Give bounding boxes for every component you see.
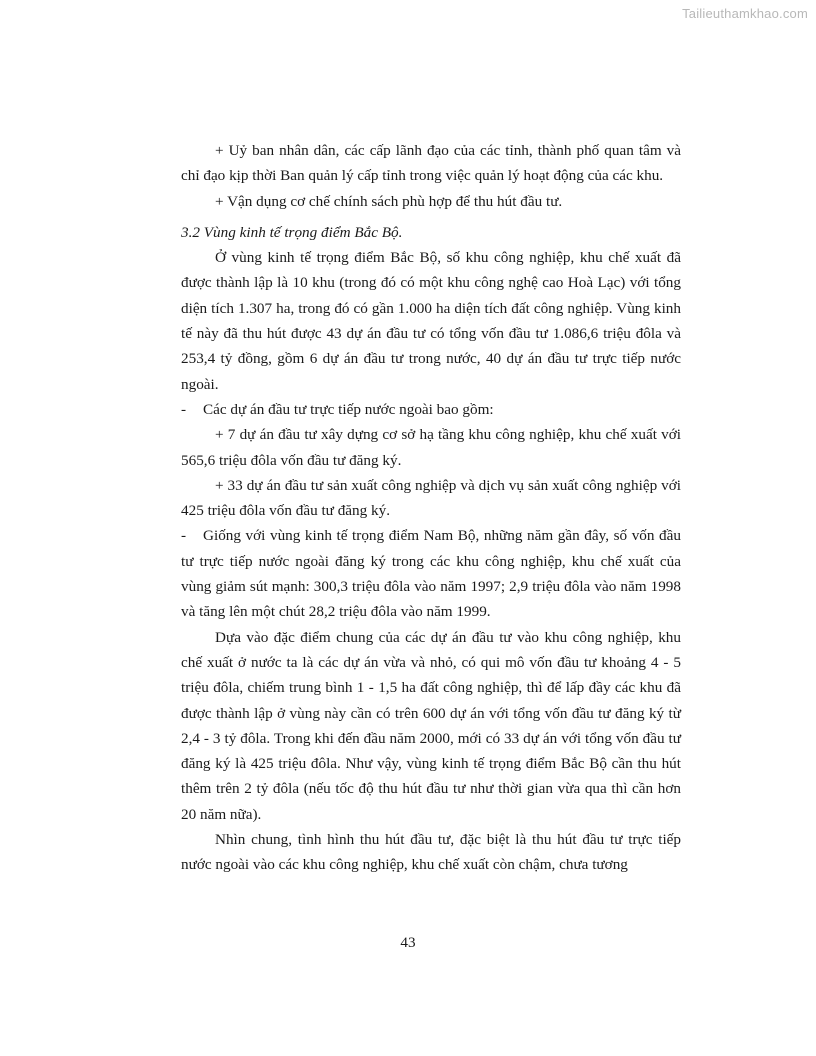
watermark: Tailieuthamkhao.com [682, 6, 808, 21]
dash-item-text: Giống với vùng kinh tế trọng điểm Nam Bộ, những năm gần đây, số vốn đầu tư trực tiếp nước ngoài đăng ký trong các khu công nghiệp, khu chế xuất của vùng giảm sút mạnh: 300,3 triệu đôla vào năm 1997; 2,9 triệu đôla vào năm 1998 và tăng lên một chút 28,2 triệu đôla vào năm 1999. [181, 527, 681, 621]
paragraph-overall: Nhìn chung, tình hình thu hút đầu tư, đặc biệt là thu hút đầu tư trực tiếp nước ngoài vào các khu công nghiệp, khu chế xuất còn chậm, chưa tương [181, 831, 681, 874]
paragraph-infrastructure-projects: + 7 dự án đầu tư xây dựng cơ sở hạ tầng khu công nghiệp, khu chế xuất với 565,6 triệu đôla vốn đầu tư đăng ký. [181, 426, 681, 469]
document-body [181, 138, 681, 878]
paragraph-committee: + Uỷ ban nhân dân, các cấp lãnh đạo của các tỉnh, thành phố quan tâm và chỉ đạo kịp thời Ban quản lý cấp tỉnh trong việc quản lý hoạt động của các khu. [181, 142, 681, 185]
dash-item-decline [181, 523, 681, 624]
dash-item-text: Các dự án đầu tư trực tiếp nước ngoài bao gồm: [203, 400, 494, 418]
paragraph-analysis: Dựa vào đặc điểm chung của các dự án đầu tư vào khu công nghiệp, khu chế xuất ở nước ta là các dự án vừa và nhỏ, có qui mô vốn đầu tư khoảng 4 - 5 triệu đôla, chiếm trung bình 1 - 1,5 ha đất công nghiệp, thì để lấp đầy các khu đã được thành lập ở vùng này cần có trên 600 dự án với tổng vốn đầu tư đăng ký từ 2,4 - 3 tỷ đôla. Trong khi đến đầu năm 2000, mới có 33 dự án với tổng vốn đầu tư đăng ký là 425 triệu đôla. Như vậy, vùng kinh tế trọng điểm Bắc Bộ cần thu hút thêm trên 2 tỷ đôla (nếu tốc độ thu hút đầu tư như thời gian vừa qua thì cần hơn 20 năm nữa). [181, 628, 681, 823]
dash-marker: - [181, 527, 187, 545]
section-heading: 3.2 Vùng kinh tế trọng điểm Bắc Bộ. [181, 223, 403, 241]
dash-item-fdi-projects [181, 397, 681, 422]
paragraph-policy: + Vận dụng cơ chế chính sách phù hợp để thu hút đầu tư. [215, 192, 563, 210]
paragraph-production-projects: + 33 dự án đầu tư sản xuất công nghiệp và dịch vụ sản xuất công nghiệp với 425 triệu đôla vốn đầu tư đăng ký. [181, 476, 681, 520]
page-number: 43 [400, 934, 416, 951]
paragraph-north-region: Ở vùng kinh tế trọng điểm Bắc Bộ, số khu công nghiệp, khu chế xuất đã được thành lập là 10 khu (trong đó có một khu công nghệ cao Hoà Lạc) với tổng diện tích 1.307 ha, trong đó có gần 1.000 ha diện tích đất công nghiệp. Vùng kinh tế này đã thu hút được 43 dự án đầu tư có tổng vốn đầu tư 1.086,6 triệu đôla và 253,4 tỷ đồng, gồm 6 dự án đầu tư trong nước, 40 dự án đầu tư trực tiếp nước ngoài. [181, 249, 681, 393]
dash-marker: - [181, 400, 187, 418]
